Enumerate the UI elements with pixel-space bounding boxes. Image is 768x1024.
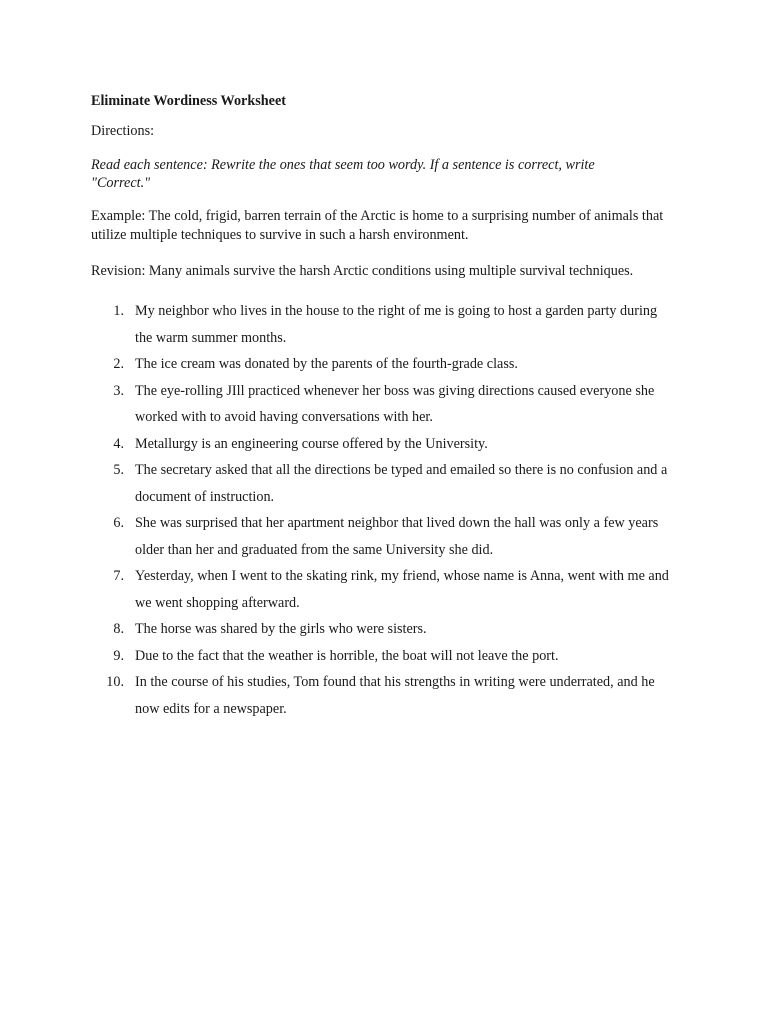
item-number: 10. xyxy=(106,674,124,690)
list-item xyxy=(91,510,675,563)
item-text: In the course of his studies, Tom found that his strengths in writing were underrated, and he now edits for a newspaper. xyxy=(135,674,655,717)
item-number: 5. xyxy=(113,462,124,478)
list-item xyxy=(91,378,675,431)
item-number: 9. xyxy=(113,647,124,664)
item-number: 3. xyxy=(113,382,124,399)
item-number: 8. xyxy=(113,621,124,637)
list-item xyxy=(91,563,675,616)
item-text: She was surprised that her apartment neighbor that lived down the hall was only a few years older than her and graduated from the same University she did. xyxy=(135,515,659,558)
list-item xyxy=(91,431,675,458)
revision-sentence: Revision: Many animals survive the harsh Arctic conditions using multiple survival techniques. xyxy=(91,263,634,279)
worksheet-title: Eliminate Wordiness Worksheet xyxy=(91,93,286,109)
list-item xyxy=(91,616,675,643)
list-item xyxy=(91,669,675,722)
item-text: The ice cream was donated by the parents of the fourth-grade class. xyxy=(135,356,518,372)
item-number: 6. xyxy=(113,515,124,531)
list-item xyxy=(91,643,675,670)
item-text: Metallurgy is an engineering course offered by the University. xyxy=(135,435,488,452)
list-item xyxy=(91,298,675,351)
item-text: The secretary asked that all the directions be typed and emailed so there is no confusion and a document of instruction. xyxy=(135,462,668,505)
item-text: Due to the fact that the weather is horrible, the boat will not leave the port. xyxy=(135,647,559,664)
directions-label: Directions: xyxy=(91,123,155,139)
item-number: 2. xyxy=(113,356,124,372)
item-text: Yesterday, when I went to the skating rink, my friend, whose name is Anna, went with me and we went shopping afterward. xyxy=(135,568,669,611)
item-number: 4. xyxy=(113,435,124,452)
item-text: The eye-rolling JIll practiced whenever her boss was giving directions caused everyone she worked with to avoid having conversations with her. xyxy=(135,382,655,425)
example-sentence: Example: The cold, frigid, barren terrain of the Arctic is home to a surprising number of animals that utilize multiple techniques to survive in such a harsh environment. xyxy=(91,208,664,243)
list-item xyxy=(91,351,675,378)
item-number: 7. xyxy=(113,568,124,584)
item-number: 1. xyxy=(113,303,124,319)
instructions-text: Read each sentence: Rewrite the ones that seem too wordy. If a sentence is correct, write "Correct." xyxy=(91,157,595,191)
item-text: The horse was shared by the girls who were sisters. xyxy=(135,621,427,637)
list-item xyxy=(91,457,675,510)
sentence-list xyxy=(91,298,688,722)
item-text: My neighbor who lives in the house to the right of me is going to host a garden party during the warm summer months. xyxy=(135,303,658,346)
